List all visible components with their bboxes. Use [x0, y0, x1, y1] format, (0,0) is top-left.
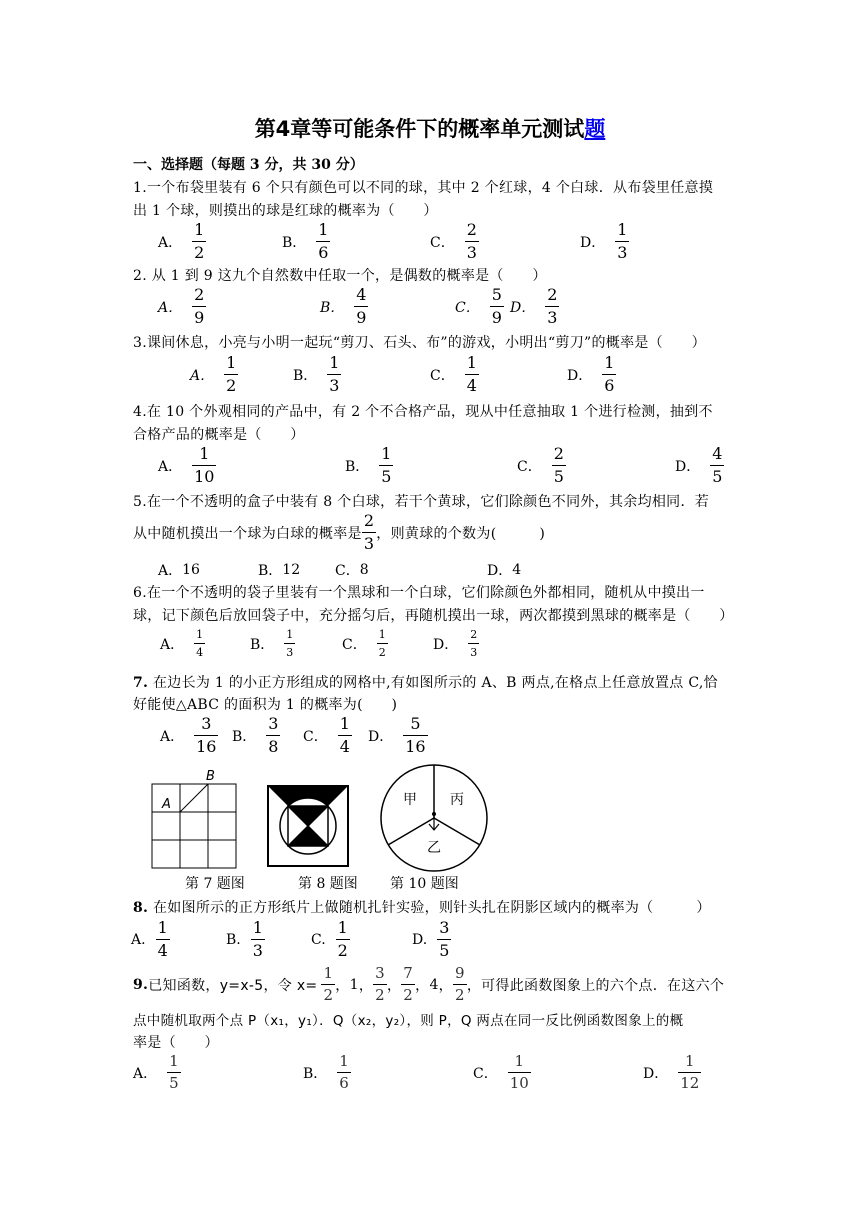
figure-8-square: [266, 784, 350, 868]
q1-line2: 出 1 个球，则摸出的球是红球的概率为（ ）: [133, 203, 438, 219]
section-heading: 一、选择题（每题 3 分，共 30 分）: [133, 157, 364, 173]
q7-option-c: C． $\frac{1}{4}$: [303, 714, 350, 756]
q7-option-b: B． $\frac{3}{8}$: [232, 714, 279, 756]
q9-line1: 9. 已知函数，y=x-5，令 x= $\frac{1}{2}$ ， 1 ， $\frac{3}{2}$ ， $\frac{7}{2}$ ， 4 ， $\frac{9}{2}$ ，可得此函数图象上的六个点．在这六个: [133, 964, 725, 1004]
q6-line2: 球，记下颜色后放回袋子中，充分摇匀后，再随机摸出一球，两次都摸到黑球的概率是（ ）: [133, 608, 734, 624]
q9-option-d: D． $\frac{1}{12}$: [643, 1052, 700, 1092]
sector-jia-label: 甲: [403, 792, 417, 808]
q8-option-c: C. $\frac{1}{2}$: [311, 918, 348, 960]
q8-option-d: D. $\frac{3}{5}$: [412, 918, 450, 960]
figure-8-caption: 第 8 题图: [298, 876, 358, 892]
q5-option-d: D． 4: [487, 562, 522, 579]
q1-option-b: B． $\frac{1}{6}$: [282, 220, 329, 262]
q6-option-a: A． $\frac{1}{4}$: [160, 628, 204, 659]
q1-option-c: C． $\frac{2}{3}$: [430, 220, 477, 262]
page-title: [0, 113, 860, 143]
q6-line1: 6.在一个不透明的袋子里装有一个黑球和一个白球，它们除颜色外都相同，随机从中摸出一: [133, 585, 705, 601]
q1-option-a: A． $\frac{1}{2}$: [158, 220, 205, 262]
q8-option-a: A. $\frac{1}{4}$: [131, 918, 168, 960]
q1-line1: 1.一个布袋里装有 6 个只有颜色可以不同的球，其中 2 个红球，4 个白球．从布袋里任意摸: [133, 180, 714, 196]
q3-line1: 3.课间休息，小亮与小明一起玩“剪刀、石头、布”的游戏，小明出“剪刀”的概率是（ ）: [133, 335, 706, 351]
q9-option-b: B． $\frac{1}{6}$: [303, 1052, 349, 1092]
q2-option-b: B． $\frac{4}{9}$: [320, 285, 367, 327]
point-b-label: B: [206, 769, 215, 784]
figure-10-spinner: [378, 762, 490, 874]
q2-line1: 2. 从 1 到 9 这九个自然数中任取一个，是偶数的概率是（ ）: [133, 268, 547, 284]
figure-10-caption: 第 10 题图: [390, 876, 459, 892]
q8-option-b: B. $\frac{1}{3}$: [226, 918, 263, 960]
q5-line1: 5.在一个不透明的盒子中装有 8 个白球，若干个黄球，它们除颜色不同外，其余均相同．若: [133, 494, 710, 510]
point-a-label: A: [162, 797, 171, 812]
q6-option-b: B． $\frac{1}{3}$: [250, 628, 294, 659]
q5-option-b: B． 12: [258, 562, 301, 579]
q4-option-a: A． $\frac{1}{10}$: [158, 444, 215, 486]
q3-option-a: A． $\frac{1}{2}$: [190, 353, 237, 395]
q3-option-b: B． $\frac{1}{3}$: [293, 353, 340, 395]
figure-7-caption: 第 7 题图: [185, 876, 245, 892]
q4-option-d: D． $\frac{4}{5}$: [675, 444, 723, 486]
q4-line1: 4.在 10 个外观相同的产品中，有 2 个不合格产品，现从中任意抽取 1 个进行检测，抽到不: [133, 404, 713, 420]
q9-line3: 率是（ ）: [133, 1035, 219, 1051]
q9-option-c: C． $\frac{1}{10}$: [473, 1052, 529, 1092]
q7-option-a: A． $\frac{3}{16}$: [160, 714, 217, 756]
q4-option-b: B． $\frac{1}{5}$: [345, 444, 392, 486]
figure-7-grid: [148, 766, 238, 874]
q7-option-d: D． $\frac{5}{16}$: [368, 714, 426, 756]
q2-option-c: C． $\frac{5}{9}$: [455, 285, 502, 327]
q4-line2: 合格产品的概率是（ ）: [133, 427, 305, 443]
q6-option-d: D． $\frac{2}{3}$: [433, 628, 478, 659]
q5-line2: 从中随机摸出一个球为白球的概率是 $\frac{2}{3}$ ，则黄球的个数为( ): [133, 511, 546, 553]
title-text: 第4章等可能条件下的概率单元测试: [254, 117, 585, 141]
q9-option-a: A． $\frac{1}{5}$: [133, 1052, 179, 1092]
q5-option-c: C． 8: [335, 562, 369, 579]
q6-option-c: C． $\frac{1}{2}$: [342, 628, 386, 659]
q2-option-a: A． $\frac{2}{9}$: [158, 285, 205, 327]
q1-option-d: D． $\frac{1}{3}$: [580, 220, 628, 262]
q2-option-d: D． $\frac{2}{3}$: [510, 285, 558, 327]
q5-option-a: A． 16: [158, 562, 200, 579]
q4-option-c: C． $\frac{2}{5}$: [517, 444, 564, 486]
q8-line1: 8. 在如图所示的正方形纸片上做随机扎针实验，则针头扎在阴影区域内的概率为（ ）: [133, 900, 711, 916]
q3-option-d: D． $\frac{1}{6}$: [567, 353, 615, 395]
q7-line2: 好能使△ABC 的面积为 1 的概率为( ): [133, 697, 398, 713]
q9-line2: 点中随机取两个点 P（x₁，y₁）．Q（x₂，y₂），则 P，Q 两点在同一反比例函数图象上的概: [133, 1013, 684, 1029]
sector-bing-label: 丙: [450, 792, 464, 808]
q3-option-c: C． $\frac{1}{4}$: [430, 353, 477, 395]
sector-yi-label: 乙: [427, 840, 441, 856]
q7-line1: 7. 在边长为 1 的小正方形组成的网格中,有如图所示的 A、B 两点,在格点上任意放置点 C,恰: [133, 675, 718, 691]
title-link[interactable]: 题: [584, 117, 606, 141]
